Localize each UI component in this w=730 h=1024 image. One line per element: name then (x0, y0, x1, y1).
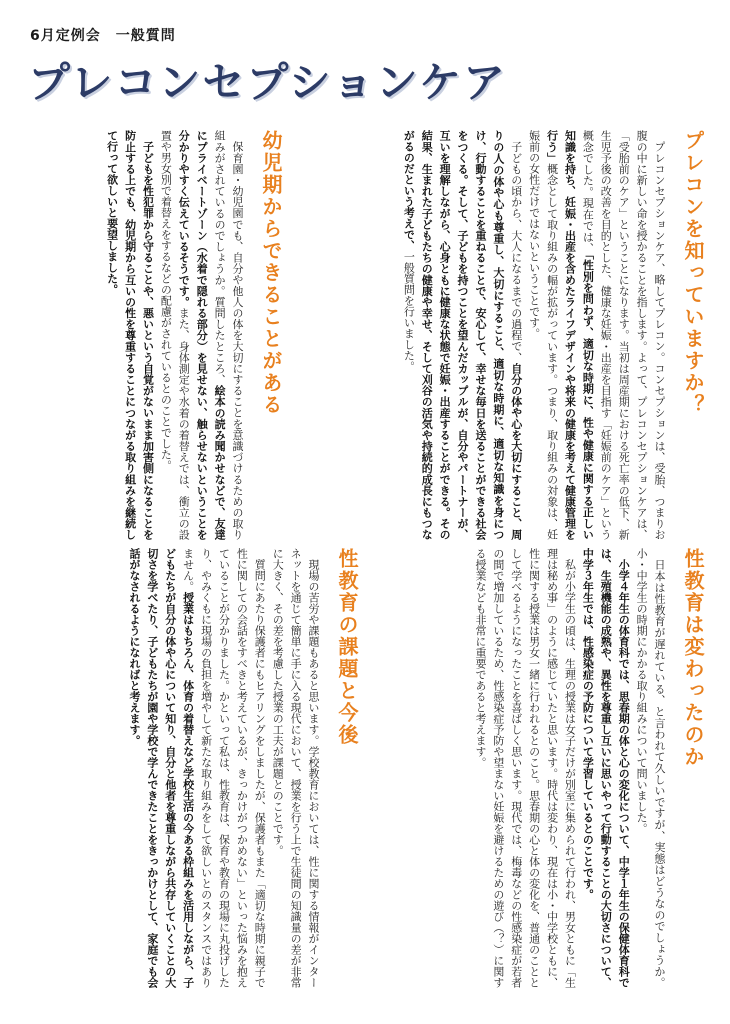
page-title: プレコンセプションケア (28, 58, 507, 107)
meeting-label: 6月定例会 一般質問 (30, 28, 176, 44)
emphasis-text: 「性別を問わず、適切な時期に、性や健康に関する正しい知識を持ち、妊娠・出産を含めたライフデザインや将来の健康を考えて健康管理を行う」 (545, 130, 595, 540)
section-early-childhood-body (26, 130, 246, 540)
para (471, 548, 578, 988)
section-sex-education-body (384, 548, 668, 988)
para (125, 548, 268, 988)
body-text: 私が小学生の頃は、生理の授業は女子だけが別室に集められて行われ、男女ともに「生理は秘め事」のように感じていたと思います。時代は変わり、現在は小・中学校ともに、性に関する授業は男女一緒に行われるとのこと。思春期の心と体の変化を、普通のこととして学べるようになったことを喜ばしく思います。現代では、梅毒などの性感染症が若者の間で増加しているため、性感染症予防や望まない妊娠を避けるための遊び（？）に関する授業なども非常に重要であると考えます。 (473, 548, 577, 988)
emphasis-text: 授業はもちろん、体育の着替えなど学校生活の今ある枠組みを活用しながら、子どもたちが自分の体や心について知り、自分と他者を尊重しながら共存していくことの大切さを学べたり、子どもたちが園や学校で学んできたことをきっかけとして、家庭でも会話がなされるようになればと考えます。 (127, 548, 195, 988)
heading-sex-education: 性教育は変わったのか (681, 548, 705, 768)
emphasis-text: 子どもを性犯罪から守ることや、悪いという自覚がないまま加害側になることを防止する上でも、幼児期から互いの性を尊重することにつながる取り組みを継続して行って欲しいと要望しました。 (105, 130, 155, 540)
para (525, 130, 668, 540)
heading-early-childhood: 幼児期からできることがある (259, 130, 283, 416)
para (578, 548, 632, 988)
para (268, 548, 322, 988)
emphasis-text: 小学４年生の体育科では、思春期の体と心の変化について、中学１年生の保健体育科では、生殖機能の成熟や、異性を尊重し互いに思いやって行動することの大切さについて、中学３年生では、性感染症の予防について学習しているとのことです。 (581, 548, 631, 988)
para (103, 130, 157, 540)
section-preconception-body (300, 130, 668, 540)
body-text: 保育園・幼児園でも、自分や他人の体を大切にすることを意識づけるための取り組みがされているのでしょうか。質問したところ、 (213, 130, 244, 540)
body-text: 概念として取り組みの幅が拡がっています。つまり、取り組みの対象は、妊娠前の女性だけではないということです。 (527, 130, 559, 540)
heading-challenges: 性教育の課題と今後 (335, 548, 359, 746)
body-text: 日本は性教育が遅れている、と言われて久しいですが、実態はどうなのでしょうか。小・中学生の時期にかかる取り組みについて問いました。 (635, 548, 666, 988)
body-text: 子どもの頃から、大人になるまでの過程で、 (509, 141, 523, 363)
para (156, 130, 246, 540)
para (399, 130, 524, 540)
body-text: 一般質問を行いました。 (402, 251, 416, 372)
body-text: 質問にあたり保護者にもヒアリングをしましたが、保護者もまた「適切な時期に親子で性に関しての会話をすべきと考えているが、きっかけがつかめない」といった悩みを抱えていることが分かりました。かといって私は、性教育は、保育や教育の現場に丸投げしたり、やみくもに現場の負担を増やして新たな取り組みをして欲しいとのスタンスではありません。 (181, 548, 267, 988)
body-text: また、身体測定や水着の着替えでは、衝立の設置や男女別で着替えをするなどの配慮がされているとのことでした。 (159, 130, 191, 540)
para (632, 548, 668, 988)
section-challenges-body (26, 548, 322, 988)
emphasis-text: 絵本の読み聞かせなどで、友達にプライベートゾーン（水着で隠れる部分）を見せない、触らせないということを分かりやすく伝えているそうです。 (177, 130, 227, 540)
heading-preconception: プレコンを知っていますか？ (681, 130, 705, 416)
emphasis-text: 自分の体や心を大切にすること、周りの人の体や心も尊重し、大切にすること、適切な時期に、適切な知識を身につけ、行動することを重ねることで、安心して、幸せな毎日を送ることができる社会をつくる。そして、子どもを持つことを望んだカップルが、自分やパートナーが、互いを理解しながら、心身ともに健康な状態で妊娠・出産することができる。その結果、生まれた子どもたちの健康や幸せ、そして刈谷の活気や持続的成長にもつながるのだという考えで、 (402, 130, 523, 540)
body-text: 現場の苦労や課題もあると思います。学校教育においては、性に関する情報がインターネットを通じて簡単に手に入る現代において、授業を行う上で生徒間の知識量の差が非常に大きく、その差を考慮した授業の工夫が課題とのことです。 (271, 548, 320, 988)
body-text: プレコンセプションケア、略してプレコン。コンセプションは、受胎、つまりお腹の中に新しい命を授かることを指します。よって、プレコンセプションケアは、「受胎前のケア」ということになります。当初は周産期における死亡率の低下、新生児予後の改善を目的とした、健康な妊娠・出産を目指す「妊娠前のケア」という概念でした。現在では、 (581, 130, 666, 540)
